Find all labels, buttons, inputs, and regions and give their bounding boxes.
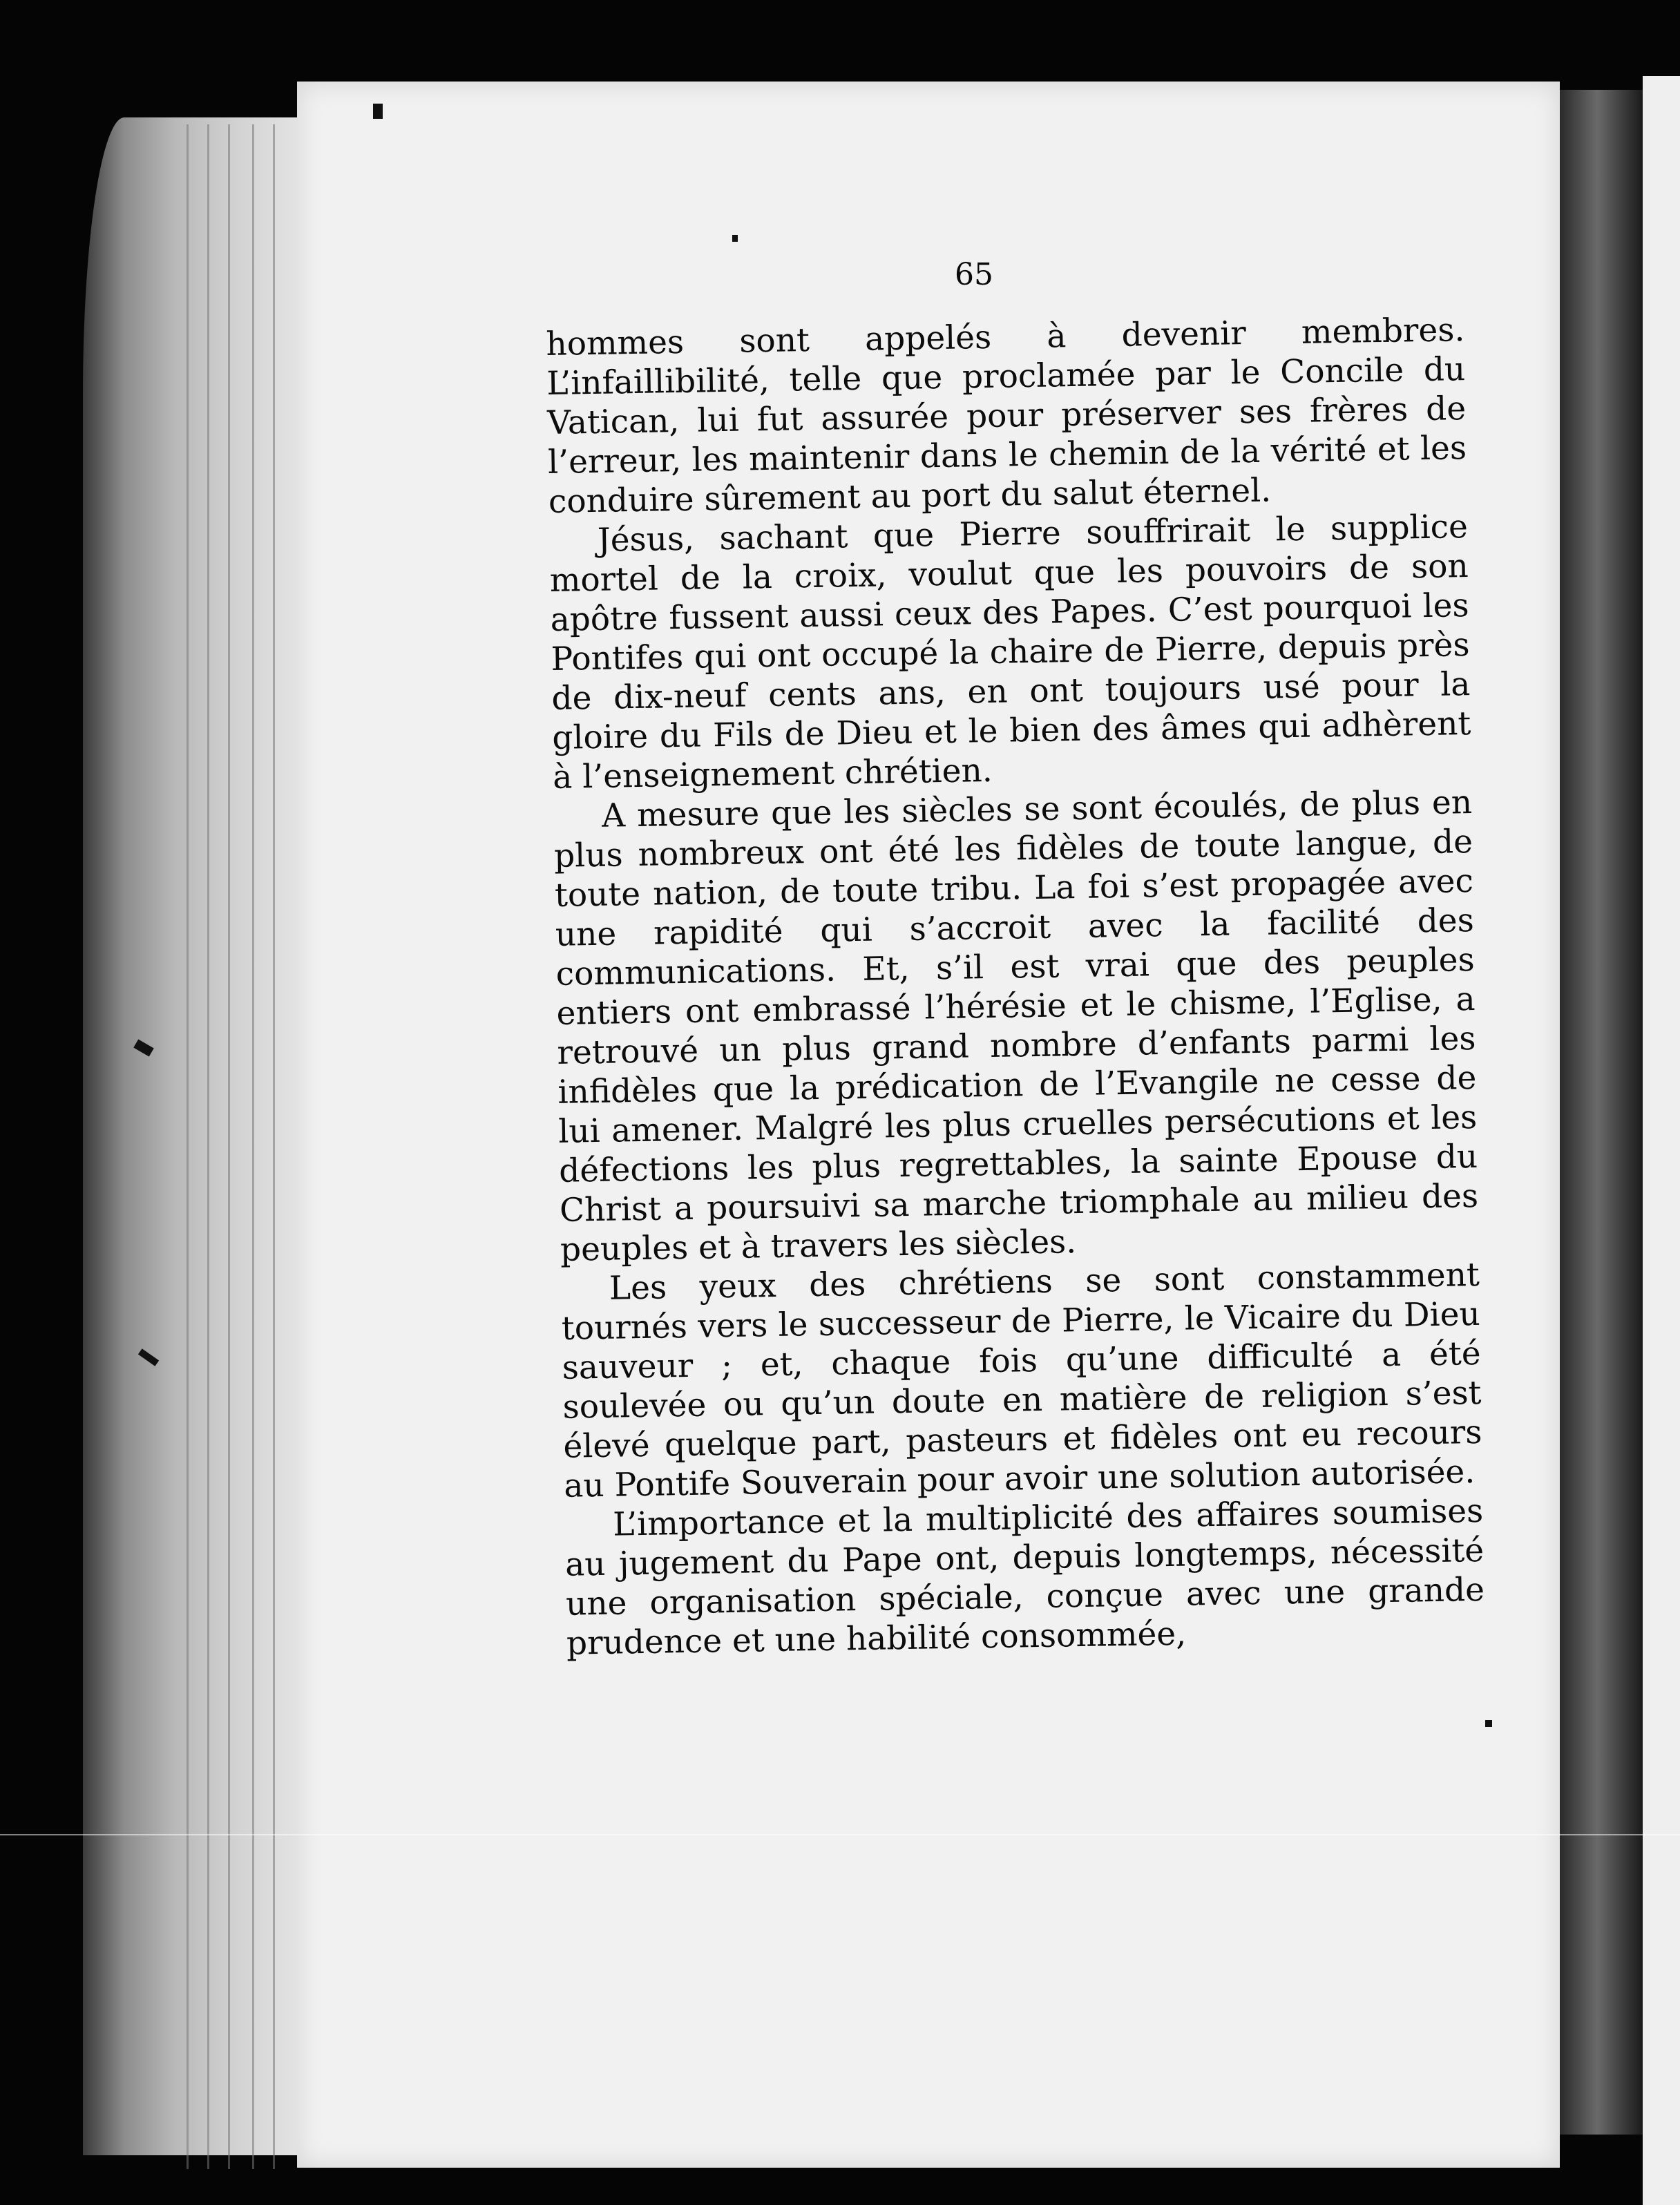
page-edge-line bbox=[273, 124, 275, 2169]
paragraph: Jésus, sachant que Pierre souffrirait le supplice mortel de la croix, voulut que les pouvoirs de son apôtre fussent aussi ceux des Papes. C’est pourquoi les Pontifes qui ont occupé la chaire de Pierre, depuis près de dix-neuf cents ans, en ont toujours usé pour la gloire du Fils de Dieu et le bien des âmes qui adhèrent à l’enseignement chrétien. bbox=[549, 508, 1471, 796]
paragraph: Les yeux des chrétiens se sont constamment tournés vers le successeur de Pierre, le Vicaire du Dieu sauveur ; et, chaque fois qu’une difficulté a été soulevée ou qu’un doute en matière de religion s’est élevé quelque part, pasteurs et fidèles ont eu recours au Pontife Souverain pour avoir une solution autorisée. bbox=[561, 1255, 1482, 1505]
book-page-edges bbox=[83, 117, 311, 2155]
scan-speck bbox=[373, 104, 383, 119]
scan-speck bbox=[732, 235, 738, 242]
page-edge-line bbox=[187, 124, 189, 2169]
page-number: 65 bbox=[955, 257, 993, 292]
page-edge-line bbox=[252, 124, 254, 2169]
scan-speck bbox=[1485, 1720, 1492, 1727]
right-page-edge bbox=[1643, 76, 1680, 2205]
binding-shadow bbox=[1560, 90, 1643, 2135]
body-text bbox=[546, 310, 1485, 1663]
paragraph: A mesure que les siècles se sont écoulés, de plus en plus nombreux ont été les fidèles de toute langue, de toute nation, de toute tribu. La foi s’est propagée avec une rapidité qui s’accroit avec la facilité des communications. Et, s’il est vrai que des peuples entiers ont embrassé l’hérésie et le chisme, l’Eglise, a retrouvé un plus grand nombre d’enfants parmi les infidèles que la prédication de l’Evangile ne cesse de lui amener. Malgré les plus cruelles persécutions et les défections les plus regrettables, la sainte Epouse du Christ a poursuivi sa marche triomphale au milieu des peuples et à travers les siècles. bbox=[553, 783, 1479, 1269]
page-edge-line bbox=[207, 124, 209, 2169]
paragraph: hommes sont appelés à devenir membres. L’infaillibilité, telle que proclamée par le Concile du Vatican, lui fut assurée pour préserver ses frères de l’erreur, les maintenir dans le chemin de la vérité et les conduire sûrement au port du salut éternel. bbox=[546, 311, 1467, 521]
scan-artifact-line bbox=[0, 1834, 1680, 1835]
page-edge-line bbox=[228, 124, 230, 2169]
paragraph: L’importance et la multiplicité des affaires soumises au jugement du Pape ont, depuis longtemps, nécessité une organisation spéciale, conçue avec une grande prudence et une habilité consommée, bbox=[564, 1491, 1485, 1663]
